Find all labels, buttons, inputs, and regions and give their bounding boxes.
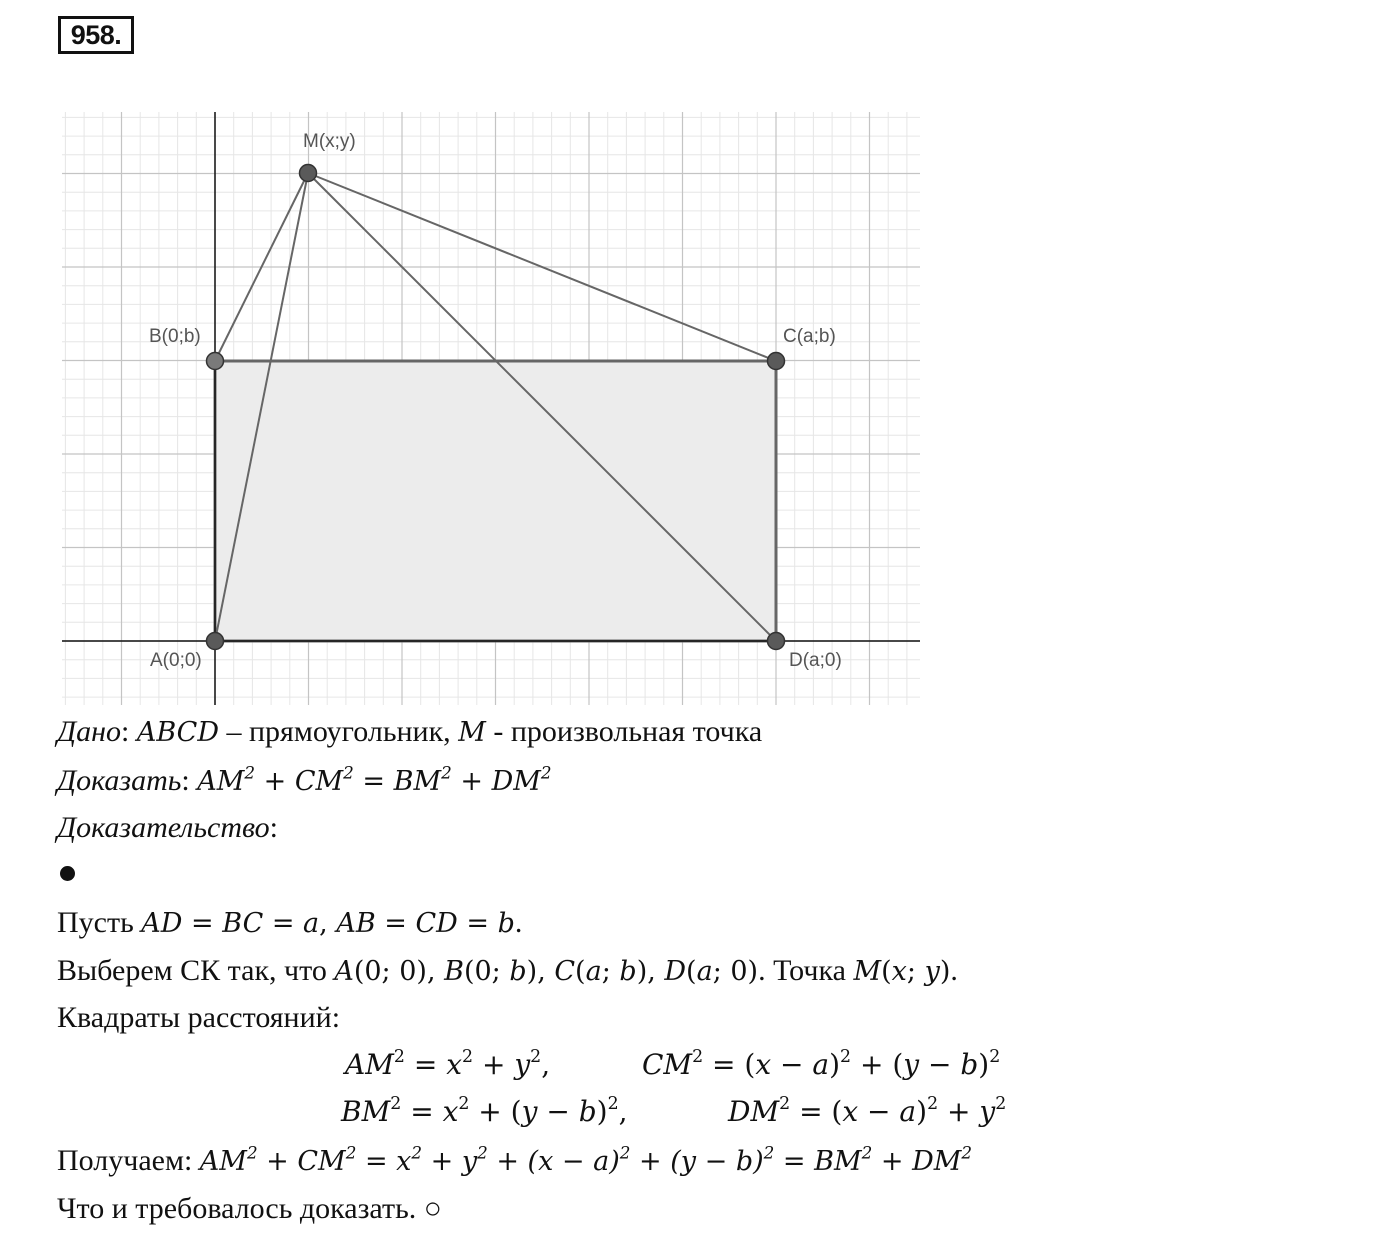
given-line: Дано: ABCD – прямоугольник, M - произвольная точка: [57, 715, 763, 748]
given-figure: ABCD: [136, 717, 219, 748]
label-d: D(a;0): [789, 650, 842, 671]
point-d: [768, 633, 785, 650]
prove-label: Доказать: [57, 764, 182, 797]
formula-am: $AM^2 = x^2 + y^2$,: [345, 1046, 551, 1081]
label-m: M(x;y): [303, 131, 356, 152]
point-m: [300, 165, 317, 182]
proof-label: Доказательство: [57, 811, 270, 844]
formula-cm: $CM^2 = (x - a)^2 + (y - b)^2$: [642, 1046, 1001, 1081]
given-label: Дано: [57, 715, 121, 748]
proof-label-line: Доказательство:: [57, 811, 278, 844]
let-line: Пусть AD = BC = a, AB = CD = b.: [57, 906, 523, 939]
label-b: B(0;b): [149, 326, 201, 347]
formula-dm: $DM^2 = (x - a)^2 + y^2$: [728, 1093, 1007, 1128]
point-b: [207, 353, 224, 370]
label-a: A(0;0): [150, 650, 202, 671]
prove-line: Доказать: $AM^2 + CM^2 = BM^2 + DM^2$: [57, 762, 552, 797]
point-a: [207, 633, 224, 650]
result-line: Получаем: $AM^2 + CM^2 = x^2 + y^2 + (x - a)^2 + (y - b)^2 = BM^2 + DM^2$: [57, 1142, 973, 1177]
bullet-marker: [60, 866, 75, 881]
formula-bm: $BM^2 = x^2 + (y - b)^2$,: [341, 1093, 628, 1128]
label-c: C(a;b): [783, 326, 836, 347]
problem-number: 958.: [58, 16, 134, 54]
rectangle-abcd: [215, 361, 776, 641]
qed-line: Что и требовалось доказать. ○: [57, 1192, 442, 1225]
squares-line: Квадраты расстояний:: [57, 1001, 341, 1034]
point-c: [768, 353, 785, 370]
choose-line: Выберем СК так, что A(0; 0), B(0; b), C(a; b), D(a; 0). Точка M(x; y).: [57, 954, 958, 987]
prove-statement: $AM^2 + CM^2 = BM^2 + DM^2$: [197, 762, 552, 797]
